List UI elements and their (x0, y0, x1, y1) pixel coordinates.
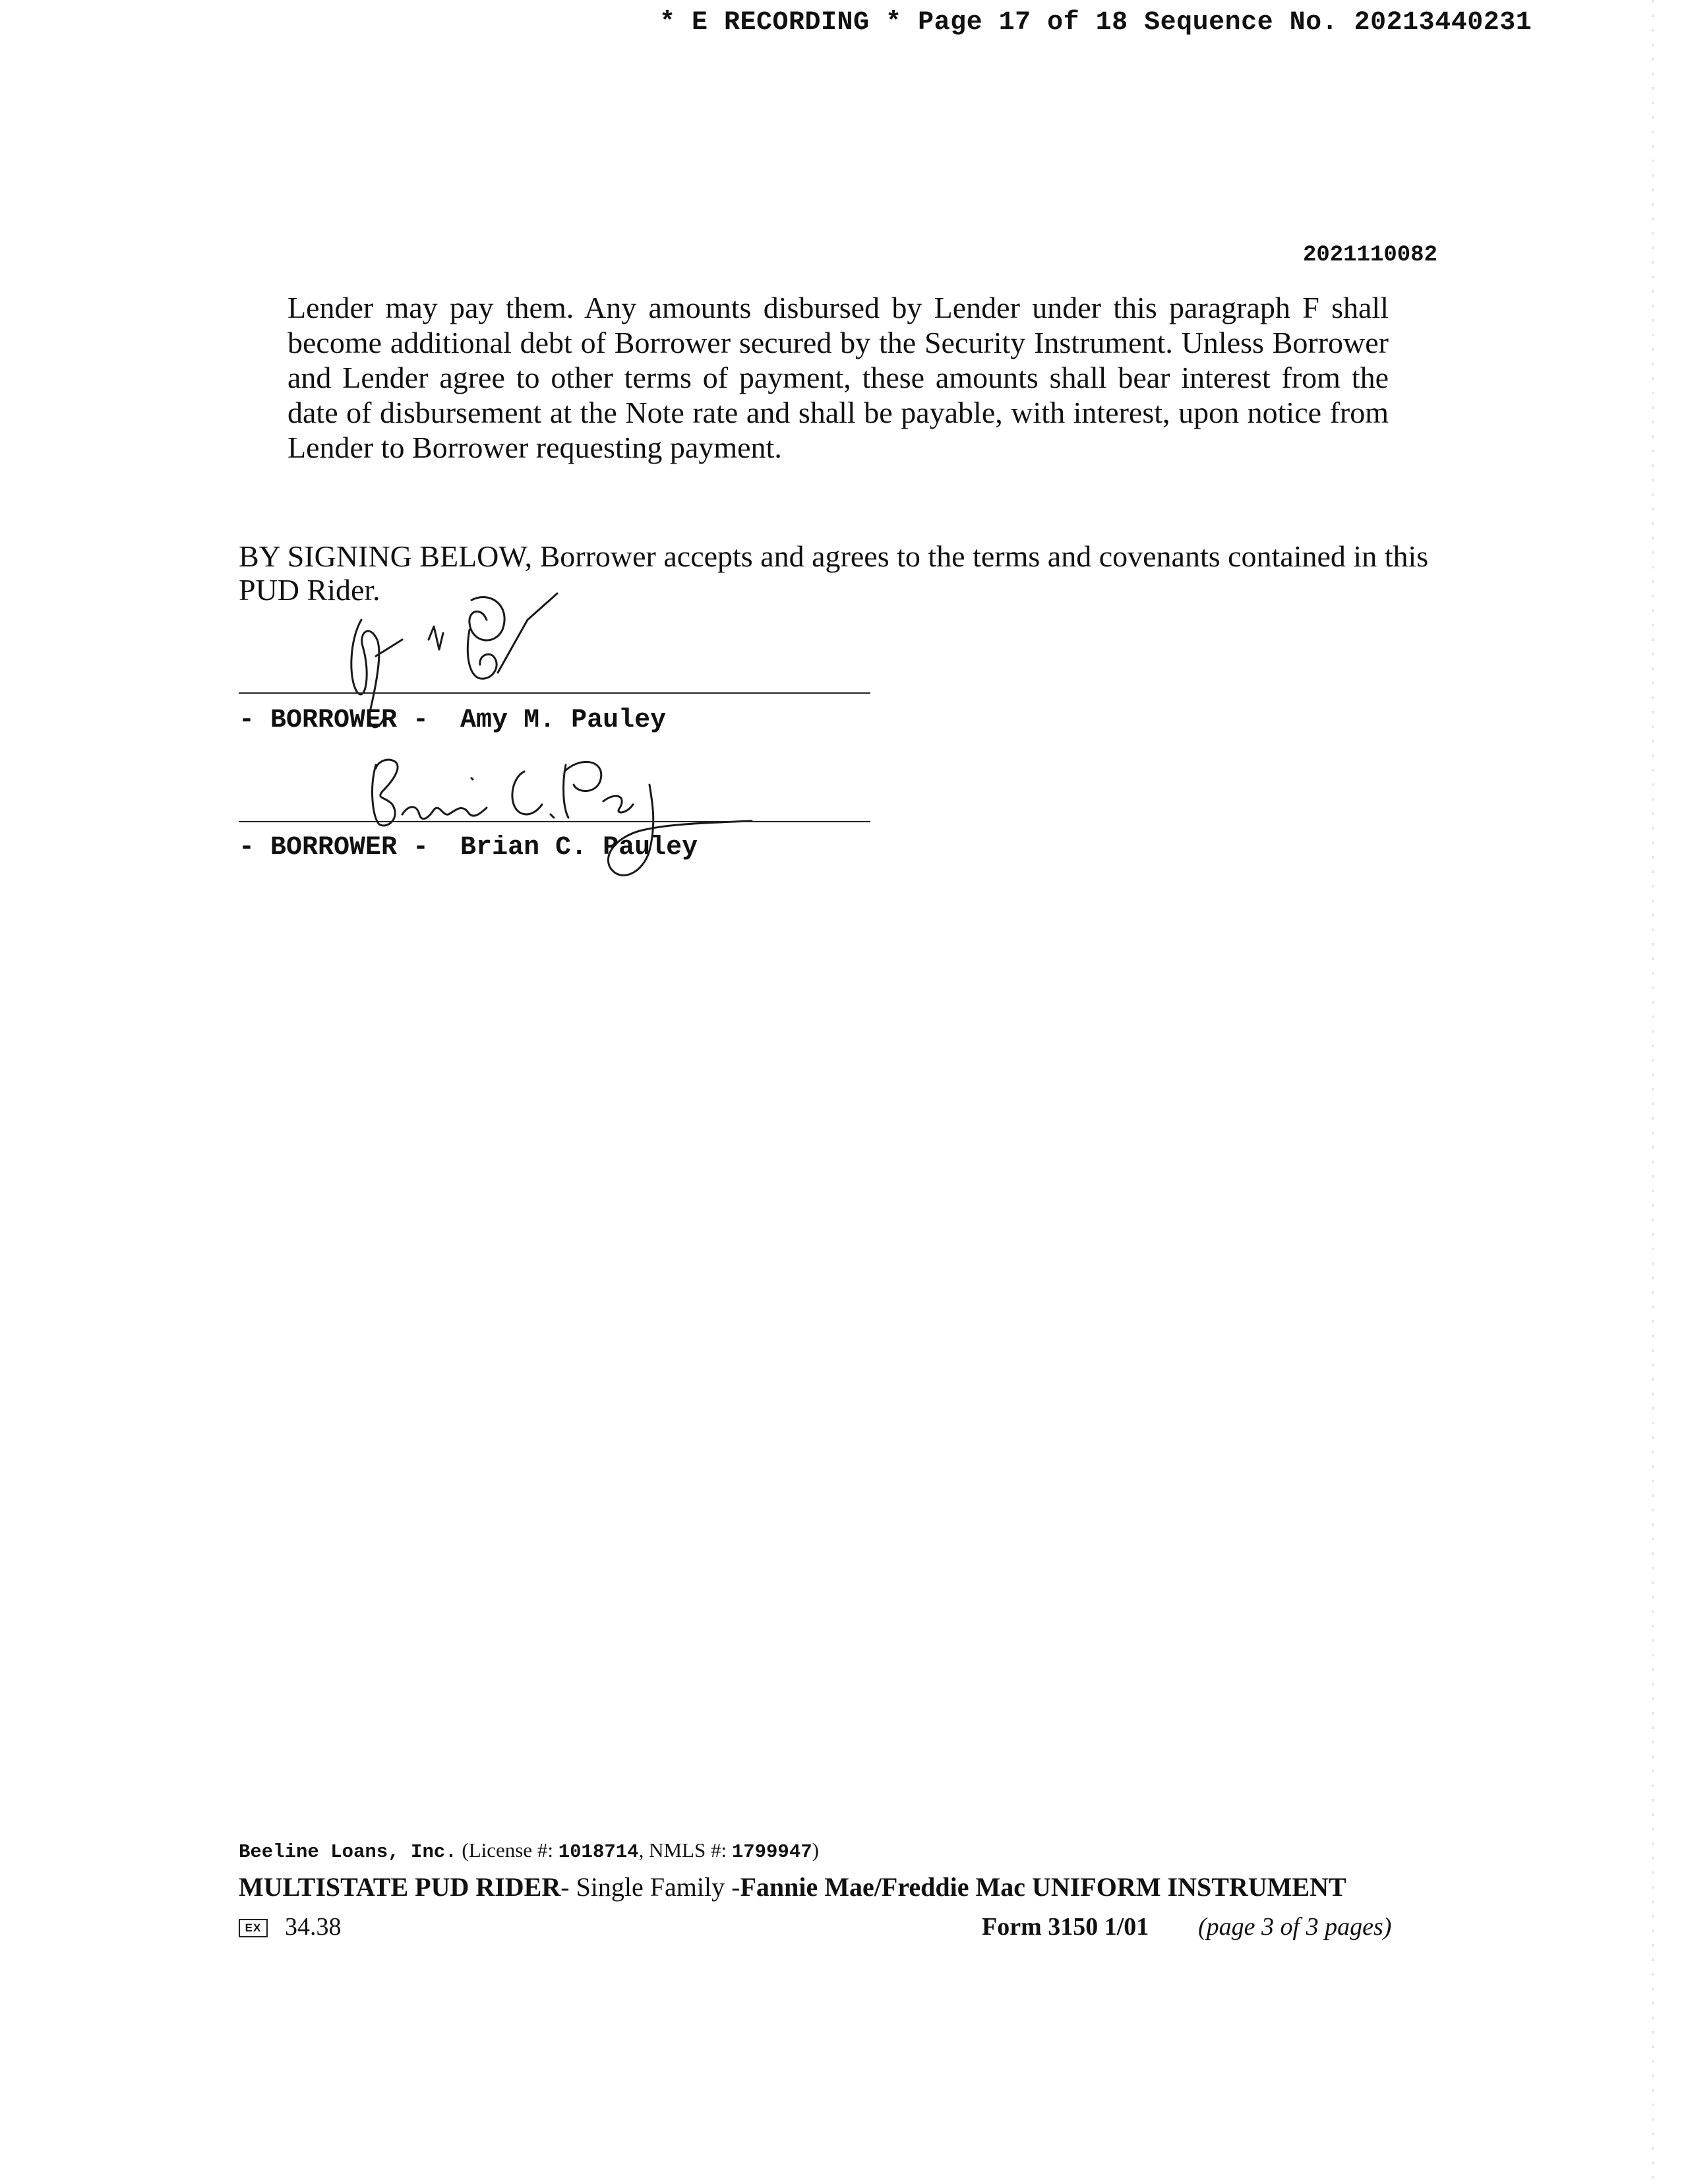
handwritten-signature-brian (356, 752, 765, 903)
license-suffix: ) (812, 1838, 819, 1862)
signing-statement: BY SIGNING BELOW, Borrower accepts and agrees to the terms and covenants contained in this PUD Rider. (239, 539, 1429, 607)
document-number: 2021110082 (1302, 243, 1437, 268)
scan-edge-artifact (1652, 0, 1654, 2184)
signature-line-2 (239, 821, 870, 822)
ex-code: 34.38 (285, 1913, 342, 1941)
ex-badge-icon: EX (239, 1919, 268, 1937)
license-number: 1018714 (558, 1841, 639, 1863)
form-number: Form 3150 1/01 (982, 1913, 1149, 1941)
borrower-label-amy: - BORROWER - Amy M. Pauley (239, 706, 667, 735)
form-footer-row (239, 1912, 1439, 1945)
form-title-instrument: Fannie Mae/Freddie Mac UNIFORM INSTRUMENT (740, 1872, 1346, 1902)
lender-license-line (239, 1838, 1162, 1863)
lender-name: Beeline Loans, Inc. (239, 1841, 457, 1863)
signature-line-1 (239, 692, 870, 694)
nmls-prefix: , NMLS #: (638, 1838, 732, 1862)
borrower-label-brian: - BORROWER - Brian C. Pauley (239, 833, 698, 863)
form-title-rider: MULTISTATE PUD RIDER (239, 1872, 561, 1902)
page-count: (page 3 of 3 pages) (1198, 1913, 1392, 1941)
recording-header: * E RECORDING * Page 17 of 18 Sequence No. 20213440231 (659, 8, 1532, 38)
license-prefix: (License #: (462, 1838, 558, 1862)
paragraph-f-continuation: Lender may pay them. Any amounts disbursed by Lender under this paragraph F shall become additional debt of Borrower secured by the Security Instrument. Unless Borrower and Lender agree to other terms of payment, these amounts shall bear interest from the date of disbursement at the Note rate and shall be payable, with interest, upon notice from Lender to Borrower requesting payment. (287, 291, 1389, 464)
nmls-number: 1799947 (731, 1841, 812, 1863)
form-title-family: - Single Family - (560, 1872, 740, 1902)
form-title (239, 1871, 1439, 1902)
